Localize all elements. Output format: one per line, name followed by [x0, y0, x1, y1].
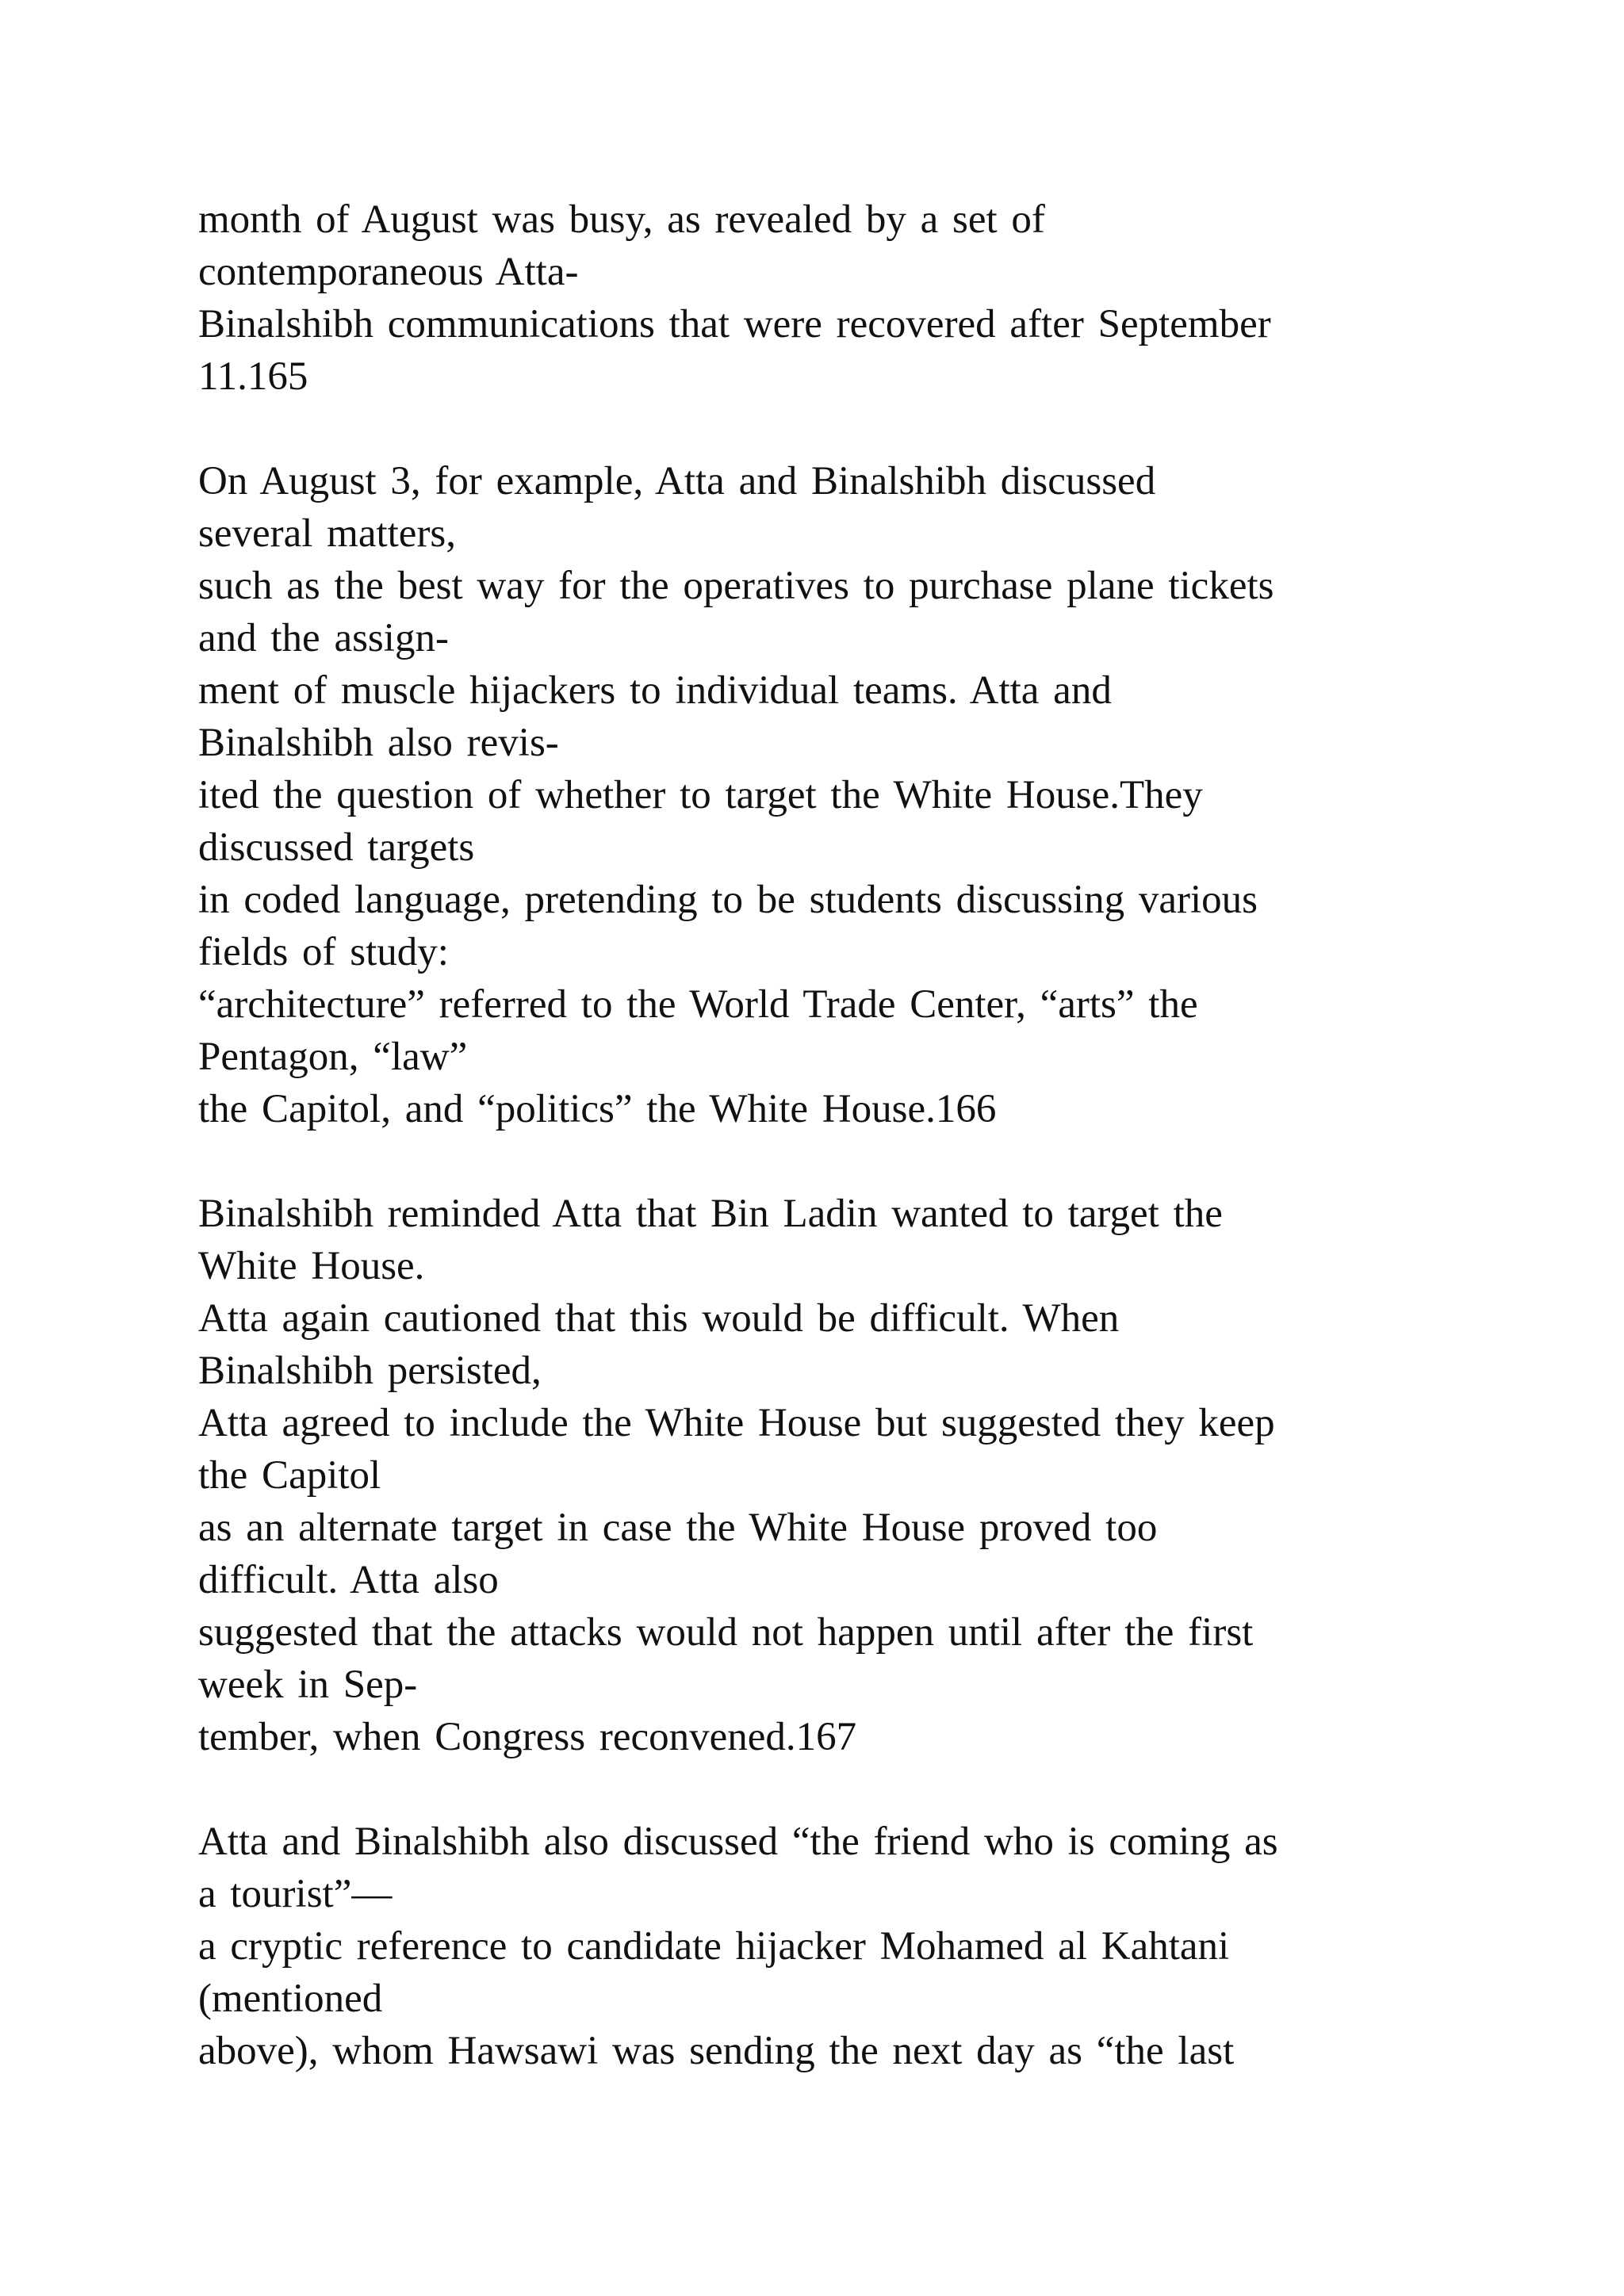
paragraph-gap — [198, 1763, 1507, 1816]
text-line: fields of study: — [198, 930, 449, 974]
text-line: and the assign- — [198, 616, 449, 660]
paragraph-gap — [198, 403, 1507, 455]
text-line: in coded language, pretending to be students discussing various — [198, 878, 1258, 922]
text-line: Atta agreed to include the White House but suggested they keep — [198, 1401, 1275, 1445]
document-text — [198, 193, 1507, 2077]
text-line: a tourist”— — [198, 1872, 393, 1916]
text-line: Atta and Binalshibh also discussed “the friend who is coming as — [198, 1820, 1278, 1864]
text-line: suggested that the attacks would not happen until after the first — [198, 1610, 1254, 1655]
text-line: Binalshibh also revis- — [198, 721, 559, 765]
text-line: ment of muscle hijackers to individual teams. Atta and — [198, 668, 1112, 713]
text-line: difficult. Atta also — [198, 1558, 499, 1602]
text-line: Binalshibh reminded Atta that Bin Ladin wanted to target the — [198, 1192, 1223, 1236]
text-line: 11.165 — [198, 354, 308, 399]
text-line: contemporaneous Atta- — [198, 250, 579, 294]
text-line: a cryptic reference to candidate hijacker Mohamed al Kahtani — [198, 1924, 1230, 1969]
paragraph-1 — [198, 193, 1507, 403]
text-line: month of August was busy, as revealed by a set of — [198, 197, 1045, 242]
text-line: the Capitol, and “politics” the White House.166 — [198, 1087, 997, 1131]
text-line: the Capitol — [198, 1453, 381, 1498]
text-line: Atta again cautioned that this would be difficult. When — [198, 1296, 1120, 1341]
paragraph-gap — [198, 1135, 1507, 1188]
text-line: ited the question of whether to target the White House.They — [198, 773, 1203, 817]
text-line: Pentagon, “law” — [198, 1035, 468, 1079]
text-line: Binalshibh persisted, — [198, 1349, 542, 1393]
text-line: several matters, — [198, 511, 457, 556]
text-line: White House. — [198, 1244, 425, 1288]
text-line: On August 3, for example, Atta and Binalshibh discussed — [198, 459, 1156, 503]
text-line: (mentioned — [198, 1976, 383, 2021]
paragraph-2 — [198, 455, 1507, 1135]
text-line: as an alternate target in case the White House proved too — [198, 1506, 1158, 1550]
text-line: above), whom Hawsawi was sending the next day as “the last — [198, 2029, 1235, 2073]
paragraph-3 — [198, 1188, 1507, 1763]
text-line: such as the best way for the operatives to purchase plane tickets — [198, 564, 1274, 608]
text-line: discussed targets — [198, 825, 475, 870]
text-line: tember, when Congress reconvened.167 — [198, 1715, 857, 1759]
text-line: Binalshibh communications that were recovered after September — [198, 302, 1271, 346]
paragraph-4 — [198, 1816, 1507, 2077]
text-line: “architecture” referred to the World Trade Center, “arts” the — [198, 982, 1198, 1027]
text-line: week in Sep- — [198, 1663, 418, 1707]
